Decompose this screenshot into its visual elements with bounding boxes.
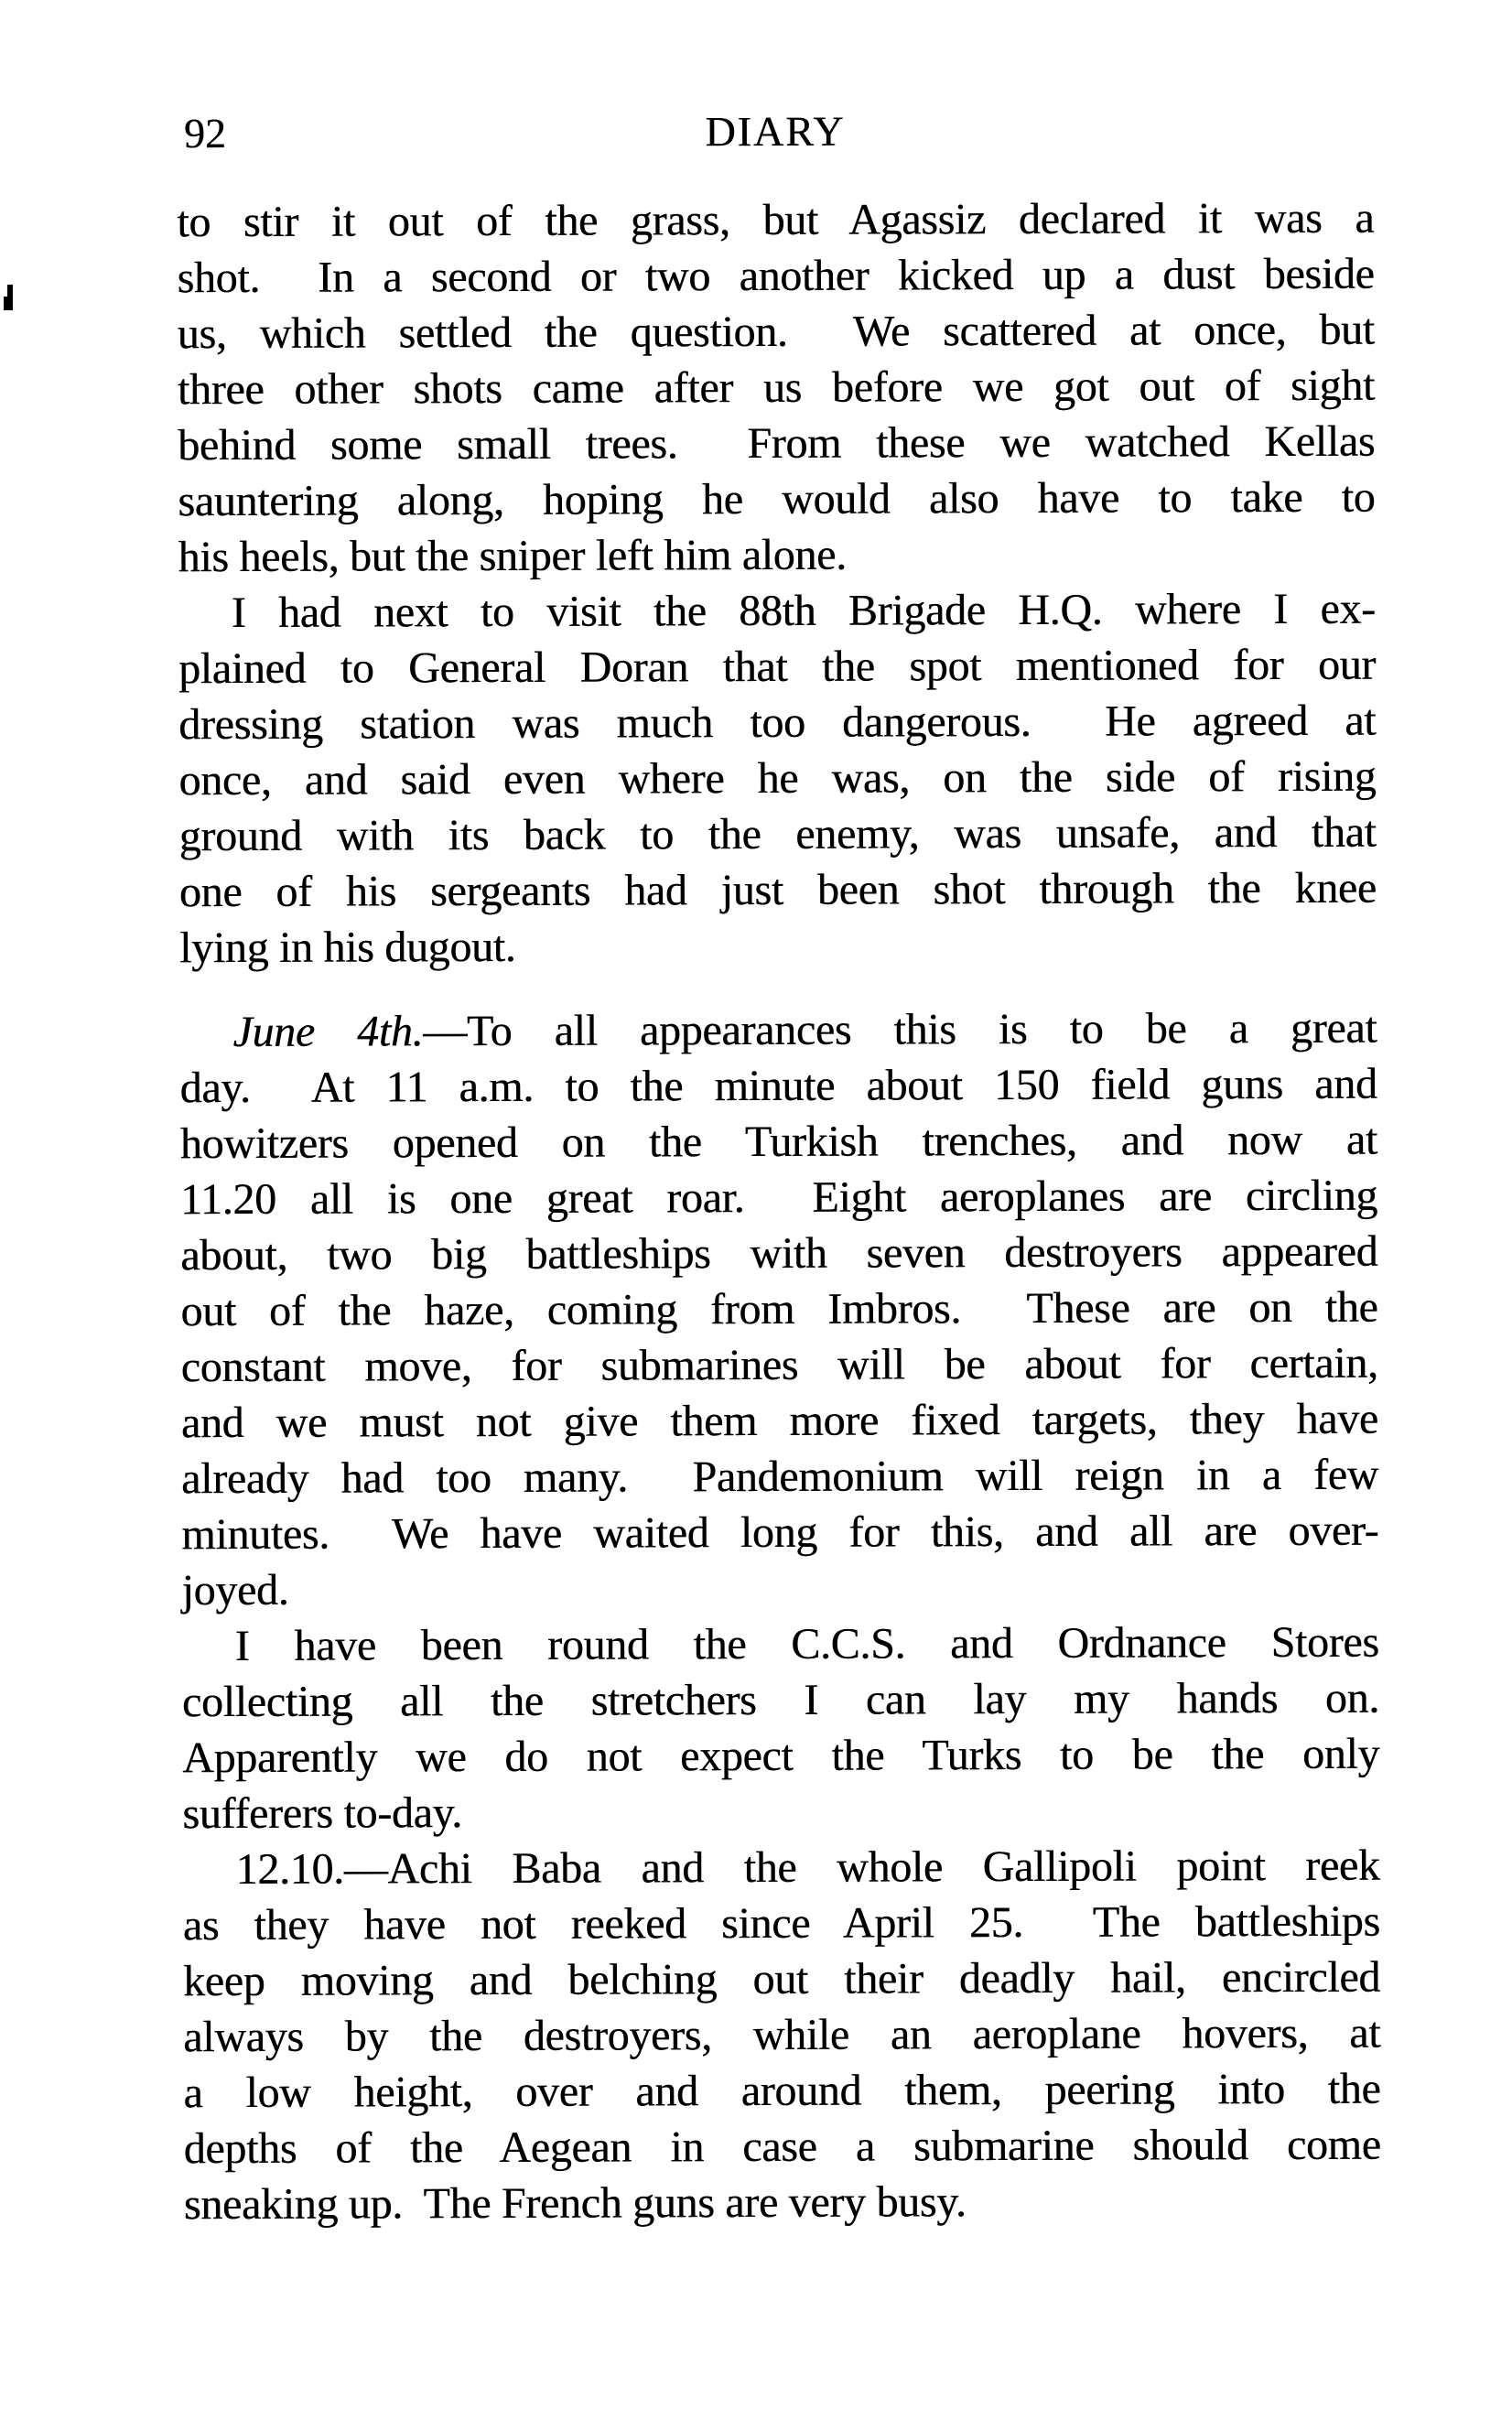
text-line [182, 1726, 1379, 1787]
text-line [178, 637, 1376, 697]
text-segment: and we must not give them more fixed targets, they have [180, 1394, 1378, 1448]
text-segment: about, two big battleships with seven destroyers appeared [180, 1226, 1378, 1280]
text-line [182, 1670, 1379, 1731]
text-line [178, 470, 1375, 530]
text-segment: always by the destroyers, while an aeroplane hovers, at [183, 2008, 1381, 2062]
text-segment: shot. In a second or two another kicked up a dust beside [177, 249, 1375, 303]
date-heading-italic: June 4th. [232, 1007, 424, 1056]
text-segment: depths of the Aegean in case a submarine should come [183, 2120, 1381, 2174]
text-line [184, 2173, 1381, 2233]
text-line [178, 581, 1376, 642]
text-segment: howitzers opened on the Turkish trenches, and now at [179, 1115, 1377, 1169]
paragraph [182, 1615, 1380, 1842]
text-segment: constant move, for submarines will be about for certain, [180, 1338, 1378, 1392]
text-line [184, 2117, 1381, 2177]
text-line [180, 1224, 1377, 1284]
text-segment: out of the haze, coming from Imbros. These are on the [180, 1282, 1378, 1336]
text-segment: us, which settled the question. We scattered at once, but [177, 305, 1375, 359]
text-line [181, 1335, 1378, 1396]
text-line [181, 1391, 1378, 1452]
page-header [177, 106, 1374, 167]
text-line [178, 302, 1375, 362]
text-line [180, 1112, 1377, 1172]
text-segment: sauntering along, hoping he would also have to take to [178, 472, 1376, 526]
text-line [180, 1168, 1377, 1228]
text-line [179, 805, 1377, 865]
ink-blot-mark [4, 297, 13, 310]
text-segment: I had next to visit the 88th Brigade H.Q. where I ex- [231, 584, 1376, 637]
text-line [178, 414, 1375, 474]
text-segment: —To all appearances this is to be a great [423, 1003, 1377, 1056]
text-line [183, 2061, 1380, 2122]
text-segment: once, and said even where he was, on the side of rising [178, 751, 1377, 805]
text-line [179, 916, 1377, 977]
text-segment: collecting all the stretchers I can lay my hands on. [181, 1673, 1380, 1727]
text-segment: I have been round the C.C.S. and Ordnance Stores [234, 1617, 1379, 1670]
text-line [177, 190, 1374, 251]
text-line [178, 693, 1376, 753]
text-segment: 11.20 all is one great roar. Eight aeroplanes are circling [179, 1171, 1378, 1225]
text-line [181, 1559, 1378, 1619]
text-line [178, 525, 1375, 586]
text-line [182, 1782, 1379, 1842]
text-line [182, 1838, 1379, 1898]
text-segment: day. At 11 a.m. to the minute about 150 field guns and [179, 1059, 1377, 1113]
text-segment: one of his sergeants had just been shot through the knee [178, 863, 1377, 917]
paragraph [179, 1000, 1378, 1619]
text-segment: a low height, over and around them, peering into the [183, 2064, 1381, 2118]
text-segment: sufferers to-day. [182, 1788, 462, 1839]
running-title: DIARY [705, 107, 846, 156]
text-segment: Apparently we do not expect the Turks to be the only [182, 1729, 1380, 1783]
page-number: 92 [183, 110, 227, 157]
text-line [179, 860, 1377, 921]
text-line [177, 246, 1374, 307]
text-segment: minutes. We have waited long for this, and all are over- [181, 1506, 1379, 1560]
text-segment: plained to General Doran that the spot mentioned for our [178, 640, 1377, 694]
text-segment: ground with its back to the enemy, was unsafe, and that [178, 807, 1377, 861]
text-segment: sneaking up. The French guns are very busy. [183, 2177, 967, 2230]
page-text [177, 190, 1381, 2233]
text-segment: three other shots came after us before we got out of sight [177, 361, 1376, 415]
text-segment: as they have not reeked since April 25. The battleships [182, 1896, 1380, 1950]
text-line [183, 1949, 1380, 2010]
text-segment: lying in his dugout. [178, 922, 516, 973]
text-segment: to stir it out of the grass, but Agassiz declared it was a [177, 193, 1375, 247]
paragraph [178, 581, 1377, 977]
text-line [183, 1894, 1380, 1954]
text-segment: 12.10.—Achi Baba and the whole Gallipoli point reek [235, 1841, 1380, 1894]
text-line [178, 358, 1375, 418]
text-line [178, 749, 1376, 809]
text-segment: already had too many. Pandemonium will reign in a few [181, 1450, 1379, 1504]
text-segment: joyed. [181, 1565, 289, 1615]
text-segment: behind some small trees. From these we watched Kellas [178, 416, 1376, 470]
text-line [181, 1503, 1378, 1563]
text-segment: his heels, but the sniper left him alone. [178, 530, 847, 582]
text-line [183, 2005, 1380, 2066]
paragraph [182, 1838, 1380, 2233]
text-line [181, 1447, 1378, 1507]
paragraph [177, 190, 1375, 586]
text-line [179, 1000, 1377, 1061]
text-line [180, 1280, 1377, 1340]
text-line [180, 1056, 1377, 1117]
text-segment: keep moving and belching out their deadly hail, encircled [182, 1952, 1381, 2006]
text-segment: dressing station was much too dangerous. He agreed at [178, 696, 1377, 750]
text-line [182, 1615, 1379, 1675]
